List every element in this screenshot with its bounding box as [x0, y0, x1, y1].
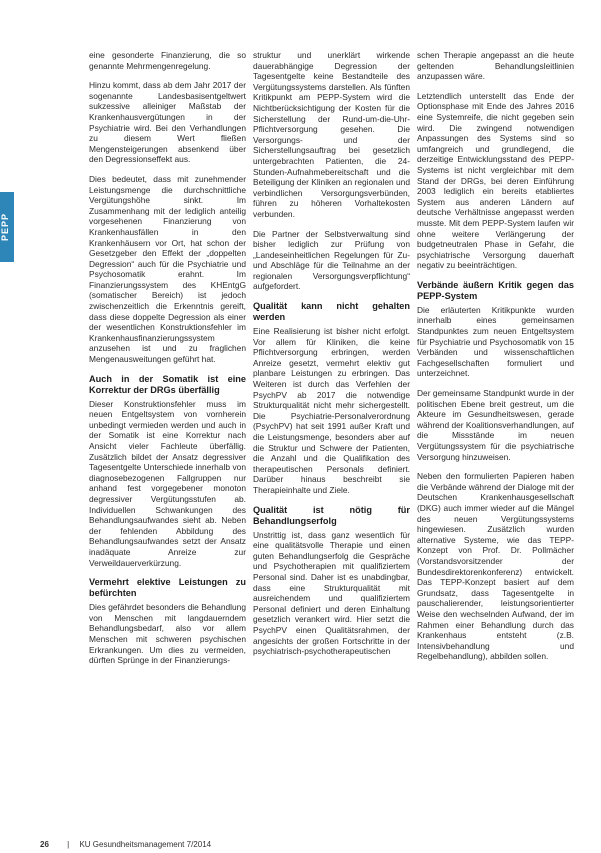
- text-column-2: [253, 50, 410, 666]
- section-tab: [0, 192, 14, 262]
- publication-name: KU Gesundheitsmanagement 7/2014: [79, 840, 212, 849]
- footer-separator: |: [67, 840, 70, 849]
- paragraph: Unstrittig ist, dass ganz wesentlich für eine qualitätsvolle Therapie und einen guten Behandlungserfolg die Gespräche und Psychotherapien mit qualifiziertem Personal sind. Daher ist es unabdingbar, dass eine Strukturqualität mit ausreichendem und qualifiziertem Personal definiert und deren Einhaltung gesetzlich verankert wird. Hier setzt die PsychPV einen Qualitätsrahmen, der angesichts der großen Fortschritte in der psychiatrisch-psychotherapeutischen: [253, 529, 410, 657]
- section-heading: Qualität kann nicht gehalten werden: [253, 301, 410, 323]
- paragraph: struktur und unerklärt wirkende dauerabhängige Degression der Tagesentgelte keine Bestandteile des Vergütungssystems darstellen. Als fünften Kritikpunkt am PEPP-System wird die Nichtberücksichtigung der Kosten für die Sicherstellung der Rund-um-die-Uhr-Pflichtversorgung gesehen. Die Versorgungs- und der Sicherstellungsauftrag bei gesetzlich untergebrachten Patienten, die 24-Stunden-Aufnahmebereitschaft und die Beteiligung der Kliniken an regionalen und verbindlichen Versorgungsverbünden, führen zu höheren Vorhaltekosten verbunden.: [253, 50, 410, 219]
- paragraph: Hinzu kommt, dass ab dem Jahr 2017 der sogenannte Landesbasisentgeltwert sukzessive alleiniger Maßstab der Krankenhausvergütungen in der Psychiatrie wird. Bei den Verhandlungen zu diesem Wert fließen Mengensteigerungen absenkend über den Degressionseffekt aus.: [89, 80, 246, 165]
- paragraph: eine gesonderte Finanzierung, die so genannte Mehrmengenregelung.: [89, 50, 246, 71]
- paragraph: Dies bedeutet, dass mit zunehmender Leistungsmenge die durchschnittliche Vergütungshöhe sinkt. Im Zusammenhang mit der lediglich anteilig vorgesehenen Finanzierung von Krankenhausfällen in den Krankenhäusern vor Ort, hat schon der Gesetzgeber den Effekt der „doppelten Degression“ auch für die Psychiatrie und Psychosomatik erahnt. Im Finanzierungssystem des KHEntgG (somatischer Bereich) ist jedoch zwischenzeitlich die Erkenntnis gereift, dass diese doppelte Degression als einer der wesentlichen Konstruktionsfehler im Krankenhausfinanzierungssystem anzusehen ist und zu fraglichen Mengenausweitungen geführt hat.: [89, 173, 246, 365]
- section-heading: Auch in der Somatik ist eine Korrektur der DRGs überfällig: [89, 373, 246, 395]
- paragraph: Letztendlich unterstellt das Ende der Optionsphase mit Ende des Jahres 2016 eine Systemreife, die nicht gegeben sein wird. Die zwingend notwendigen Anpassungen des Systems sind so umfangreich und grundlegend, die derzeitige Entwicklungsstand des PEPP-Systems ist nicht vergleichbar mit dem Stand der DRGs, bei deren Einführung 2003 lediglich ein bereits etabliertes System aus anderen Ländern auf deutsche Verhältnisse angepasst werden musste. Mit dem PEPP-System laufen wir ohne weitere Verlängerung der budgetneutralen Phase in Gefahr, die psychiatrische Versorgung dauerhaft negativ zu beeinträchtigen.: [417, 90, 574, 271]
- page-footer: [40, 840, 211, 849]
- page-number: 26: [40, 840, 49, 849]
- paragraph: Dieser Konstruktionsfehler muss im neuen Entgeltsystem von vornherein unbedingt vermieden werden und auch in der Somatik ist eine Korrektur nach Ansicht vieler Fachleute überfällig. Zusätzlich bildet der Ansatz degressiver Tagesentgelte Unterschiede innerhalb von diagnosebezogenen Fallgruppen nur anhand fest vorgegebener monoton degressiver Vergütungsstufen ab. Individuellen Schwankungen des Behandlungsaufwandes sieht ab. Neben der fehlenden Abbildung des Behandlungsaufwandes setzt der Ansatz inadäquate Anreize zur Verweildauerverkürzung.: [89, 398, 246, 568]
- text-column-1: [89, 50, 246, 675]
- section-heading: Qualität ist nötig für Behandlungserfolg: [253, 504, 410, 526]
- paragraph: Die Partner der Selbstverwaltung sind bisher lediglich zur Prüfung von „Landeseinheitlichen Regelungen für Zu- und Abschläge für die Teilnahme an der regionalen Versorgungsverpflichtung“ aufgefordert.: [253, 228, 410, 292]
- section-heading: Vermehrt elektive Leistungen zu befürchten: [89, 577, 246, 599]
- paragraph: Eine Realisierung ist bisher nicht erfolgt. Vor allem für Kliniken, die keine Pflichtversorgung erbringen, werden Anreize gesetzt, vermehrt elektiv gut planbare Leistungen zu erbringen. Das Weiteren ist durch das Verfehlen der PsychPV ab 2017 die notwendige Strukturqualität nicht mehr sichergestellt. Die Psychiatrie-Personalverordnung (PsychPV) hat seit 1991 außer Kraft und die Leistungsmenge, besonders aber auf die Struktur und Schwere der Patienten, die Anzahl und die Qualifikation des therapeutischen Personals definiert. Darüber hinaus beschreibt sie Therapieinhalte und Ziele.: [253, 326, 410, 495]
- paragraph: Neben den formulierten Papieren haben die Verbände während der Dialoge mit der Deutschen Krankenhausgesellschaft (DKG) auch immer wieder auf die Mängel des neuen Vergütungssystems hingewiesen. Zusätzlich wurden alternative Systeme, wie das TEPP-Konzept von Prof. Dr. Pollmächer (Vorstandsvorsitzender der Bundesdirektorenkonferenz) entwickelt. Das TEPP-Konzept basiert auf dem Grundsatz, dass Tagesentgelte in pauschalierender, leistungsorientierter Weise den wechselnden Aufwand, der im Rahmen einer Behandlung durch das Krankenhaus entsteht (z.B. Intensivbehandlung und Regelbehandlung), abbilden sollen.: [417, 471, 574, 662]
- paragraph: Dies gefährdet besonders die Behandlung von Menschen mit langdauerndem Behandlungsbedarf, also vor allem Menschen mit schweren psychischen Erkrankungen. Um dies zu vermeiden, dürften Sprünge in der Finanzierungs-: [89, 602, 246, 666]
- text-column-3: [417, 50, 574, 671]
- paragraph: schen Therapie angepasst an die heute geltenden Behandlungsleitlinien anzupassen wäre.: [417, 50, 574, 82]
- paragraph: Der gemeinsame Standpunkt wurde in der politischen Ebene breit gestreut, um die Akteure im Gesundheitswesen, gerade während der Koalitionsverhandlungen, auf die Missstände im neuen Vergütungssystem für die psychiatrische Versorgung hinzuweisen.: [417, 388, 574, 462]
- section-tab-label: PEPP: [0, 213, 10, 242]
- section-heading: Verbände äußern Kritik gegen das PEPP-System: [417, 279, 574, 301]
- paragraph: Die erläuterten Kritikpunkte wurden innerhalb eines gemeinsamen Standpunktes zum neuen Entgeltsystem für Psychiatrie und Psychosomatik von 15 Verbänden und wissenschaftlichen Fachgesellschaften formuliert und unterzeichnet.: [417, 304, 574, 379]
